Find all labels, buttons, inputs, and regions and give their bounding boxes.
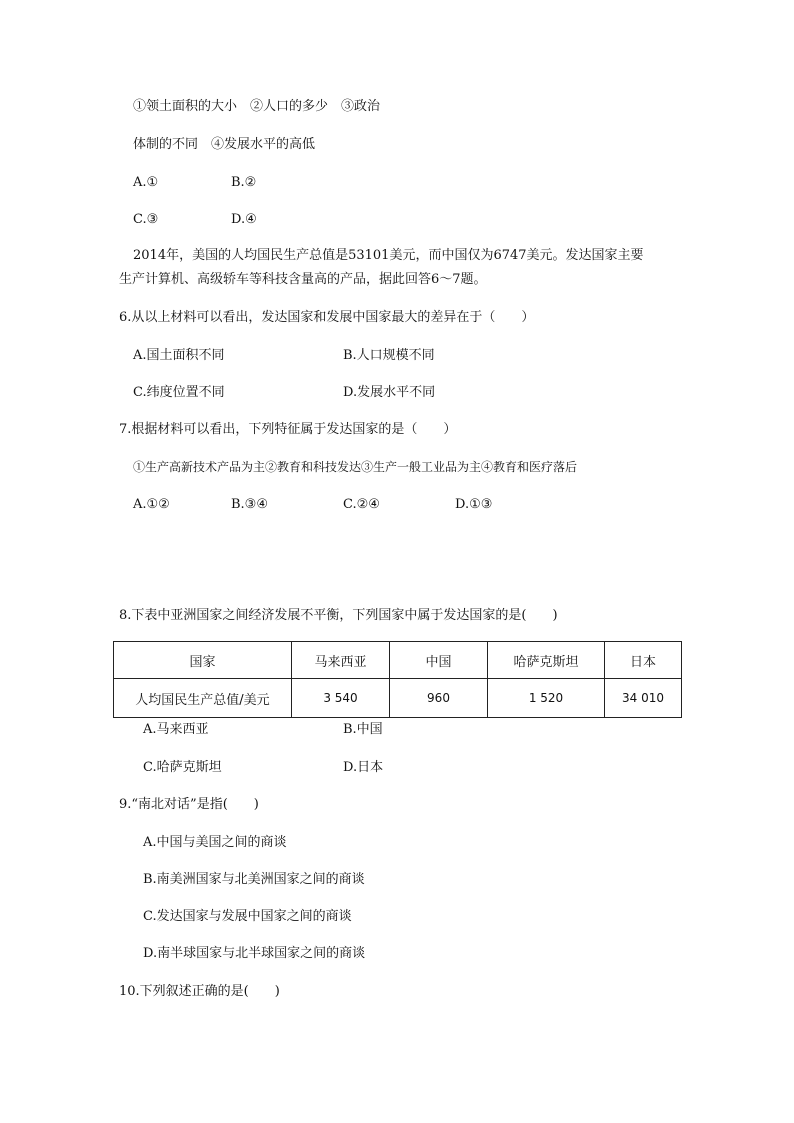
q7-statements: ①生产高新技术产品为主②教育和科技发达③生产一般工业品为主④教育和医疗落后 <box>133 460 578 474</box>
table-row-label: 人均国民生产总值/美元 <box>114 679 292 718</box>
q9-choice-a[interactable]: A.中国与美国之间的商谈 <box>143 835 287 850</box>
q9-stem: 9.“南北对话”是指( ) <box>119 797 259 812</box>
table-cell-china: 960 <box>390 679 488 718</box>
material-line1: 2014年，美国的人均国民生产总值是53101美元，而中国仅为6747美元。发达国家主要 <box>133 248 644 263</box>
q8-choice-b[interactable]: B.中国 <box>343 722 383 737</box>
q6-stem: 6.从以上材料可以看出，发达国家和发展中国家最大的差异在于（ ） <box>119 310 535 325</box>
table-row <box>114 679 682 718</box>
gdp-table <box>113 641 682 718</box>
q5-choice-b[interactable]: B.② <box>231 175 257 190</box>
q8-choice-c[interactable]: C.哈萨克斯坦 <box>143 760 222 775</box>
q7-choice-c[interactable]: C.②④ <box>343 497 380 512</box>
table-header-row <box>114 642 682 679</box>
q6-choice-a[interactable]: A.国土面积不同 <box>133 348 225 363</box>
table-header-kazakhstan: 哈萨克斯坦 <box>488 642 605 679</box>
q5-options-line1: ①领土面积的大小 ②人口的多少 ③政治 <box>133 99 381 114</box>
q6-choice-b[interactable]: B.人口规模不同 <box>343 348 435 363</box>
table-header-china: 中国 <box>390 642 488 679</box>
table-cell-malaysia: 3 540 <box>292 679 390 718</box>
q7-choice-d[interactable]: D.①③ <box>455 497 493 512</box>
q9-choice-b[interactable]: B.南美洲国家与北美洲国家之间的商谈 <box>143 872 365 887</box>
material-line2: 生产计算机、高级轿车等科技含量高的产品，据此回答6～7题。 <box>119 272 487 287</box>
q6-choice-d[interactable]: D.发展水平不同 <box>343 385 436 400</box>
q7-stem: 7.根据材料可以看出，下列特征属于发达国家的是（ ） <box>119 422 457 437</box>
q6-choice-c[interactable]: C.纬度位置不同 <box>133 385 225 400</box>
q5-options-line2: 体制的不同 ④发展水平的高低 <box>133 137 316 152</box>
q8-choice-a[interactable]: A.马来西亚 <box>143 722 209 737</box>
table-cell-kazakhstan: 1 520 <box>488 679 605 718</box>
q5-choice-c[interactable]: C.③ <box>133 212 159 227</box>
table-header-malaysia: 马来西亚 <box>292 642 390 679</box>
table-header-country: 国家 <box>114 642 292 679</box>
q9-choice-c[interactable]: C.发达国家与发展中国家之间的商谈 <box>143 909 352 924</box>
q9-choice-d[interactable]: D.南半球国家与北半球国家之间的商谈 <box>143 946 366 961</box>
q8-stem: 8.下表中亚洲国家之间经济发展不平衡，下列国家中属于发达国家的是( ) <box>119 608 558 623</box>
q7-choice-b[interactable]: B.③④ <box>231 497 268 512</box>
q8-choice-d[interactable]: D.日本 <box>343 760 384 775</box>
q5-choice-d[interactable]: D.④ <box>231 212 257 227</box>
q5-choice-a[interactable]: A.① <box>133 175 159 190</box>
table-header-japan: 日本 <box>605 642 682 679</box>
q7-choice-a[interactable]: A.①② <box>133 497 170 512</box>
table-cell-japan: 34 010 <box>605 679 682 718</box>
q10-stem: 10.下列叙述正确的是( ) <box>119 984 280 999</box>
